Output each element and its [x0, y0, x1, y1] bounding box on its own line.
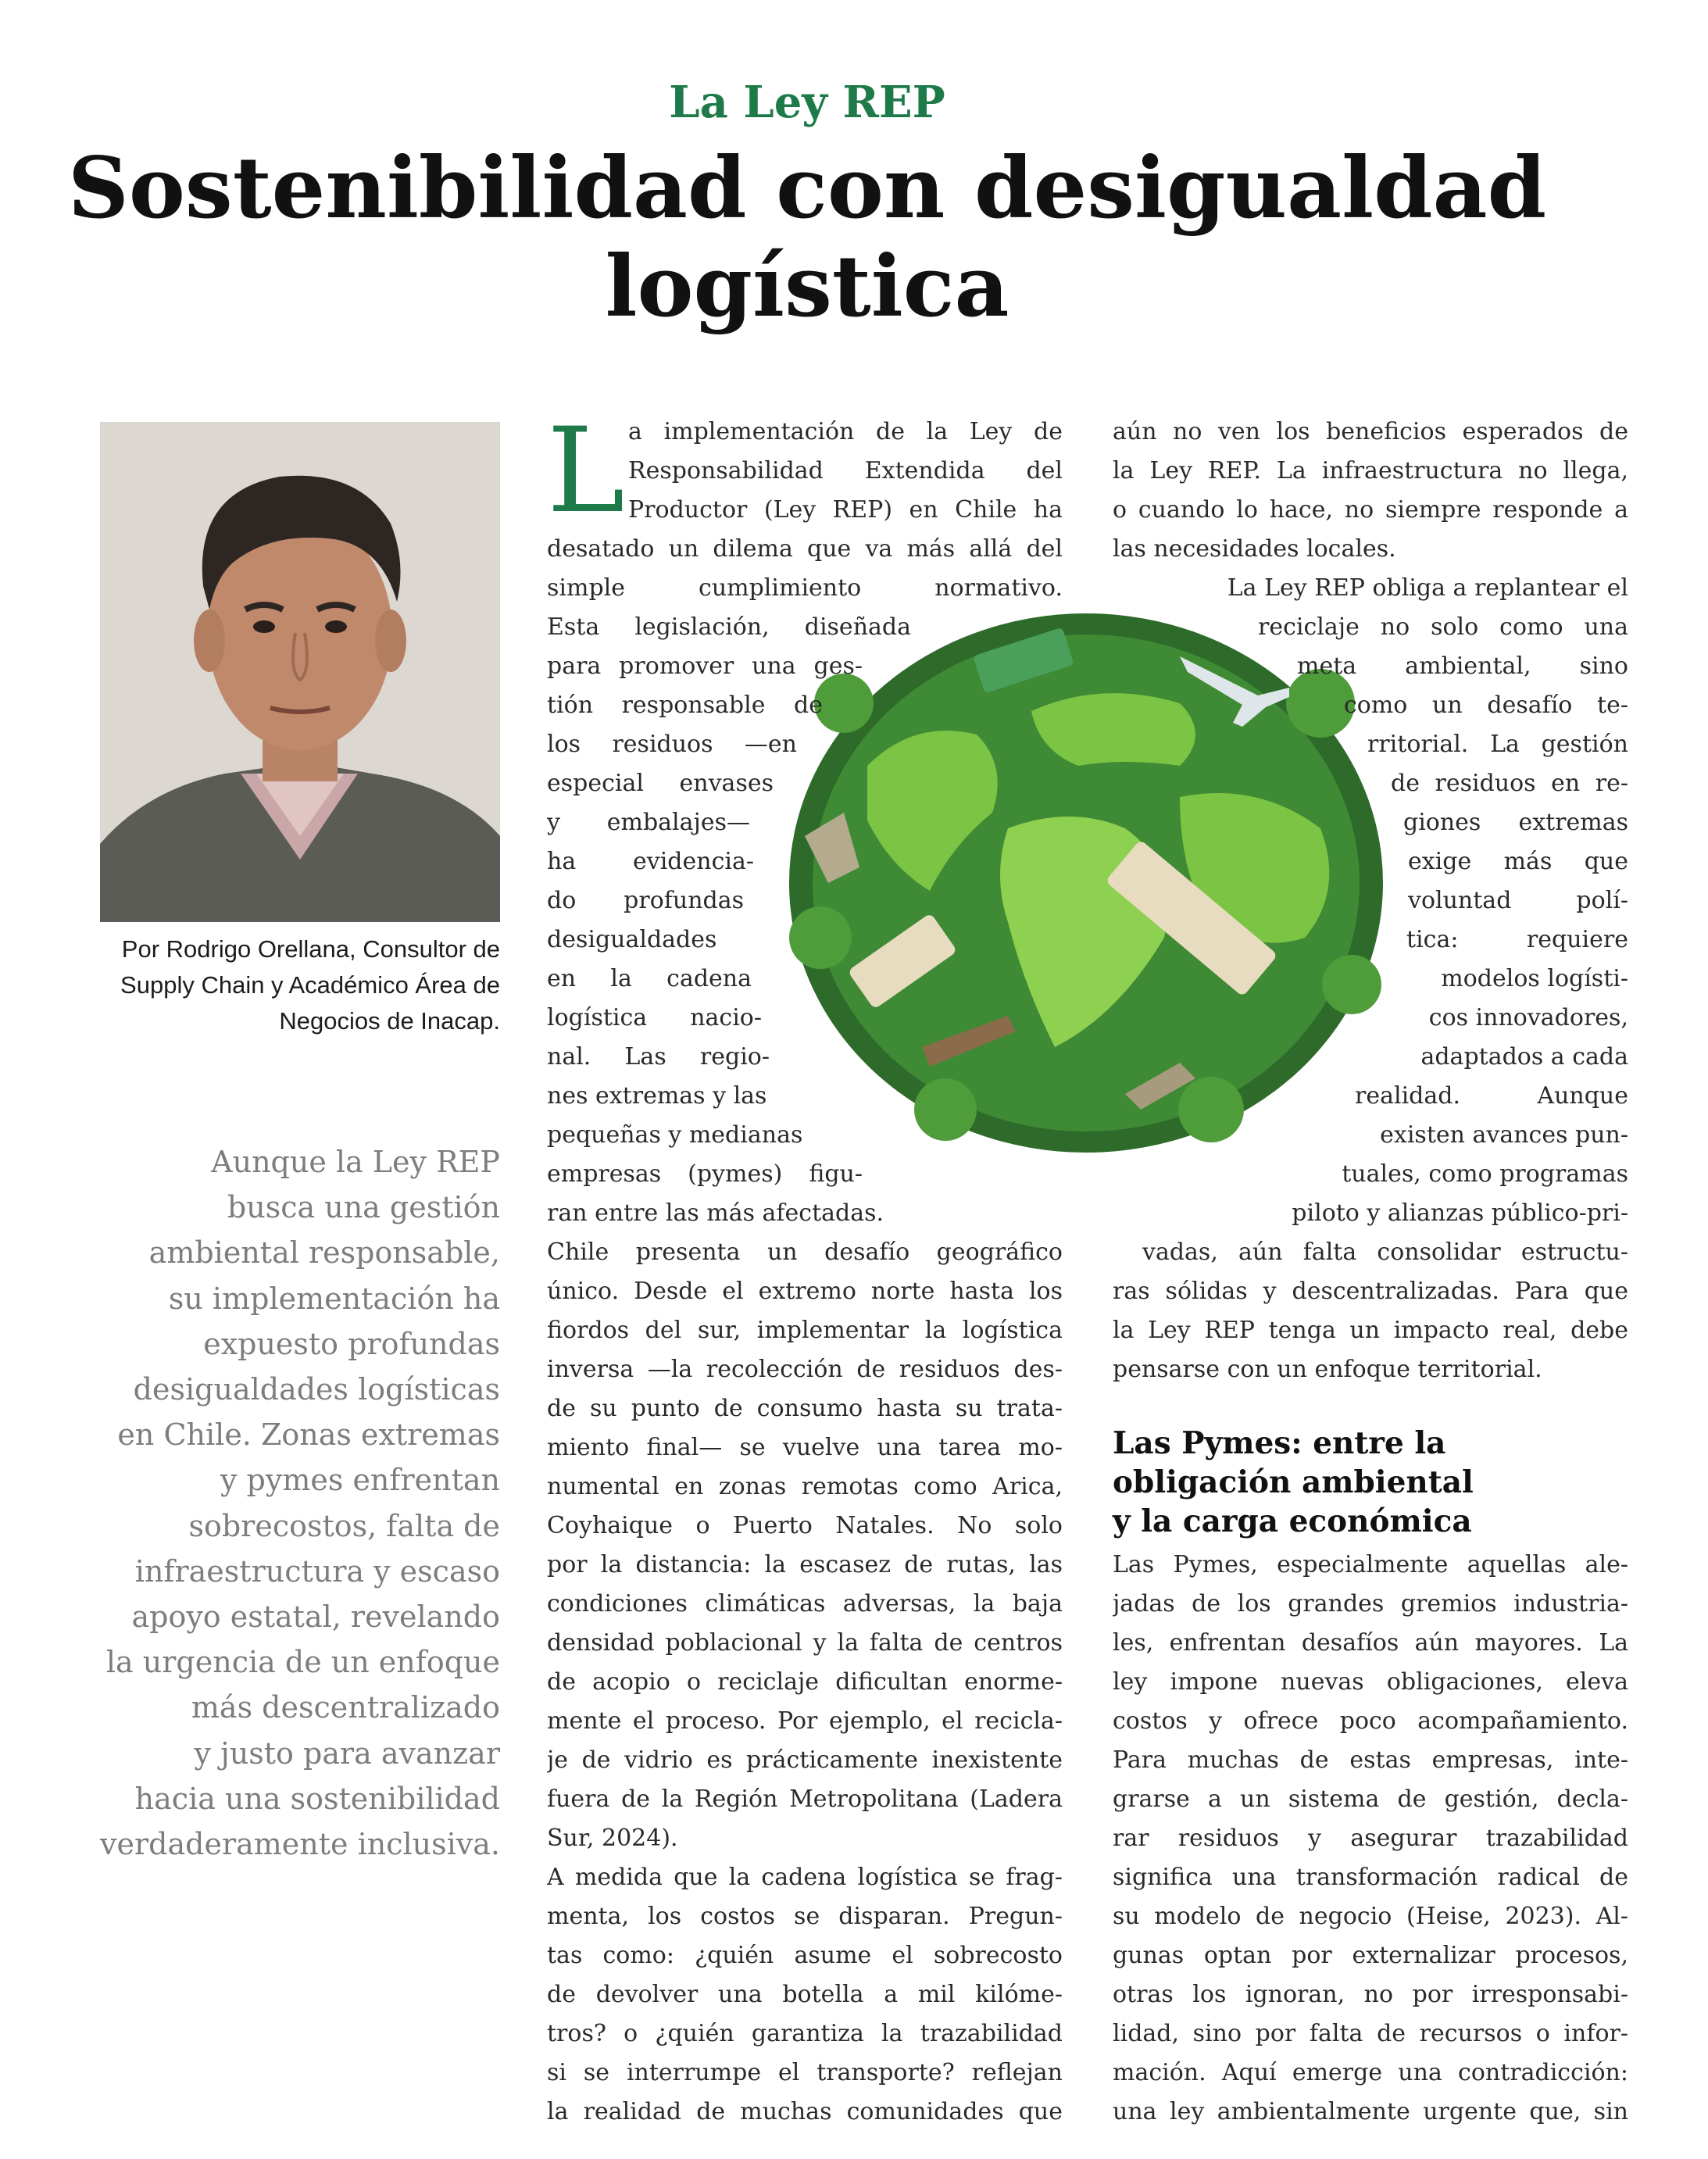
- body-line: tros? o ¿quién garantiza la trazabilidad: [547, 2020, 1063, 2047]
- body-line: a implementación de la Ley de: [628, 418, 1063, 445]
- body-line: realidad. Aunque: [1355, 1082, 1628, 1110]
- body-line: empresas (pymes) figu-: [547, 1160, 863, 1188]
- body-line: existen avances pun-: [1380, 1121, 1628, 1149]
- body-line: su modelo de negocio (Heise, 2023). Al-: [1113, 1903, 1628, 1930]
- body-line: fiordos del sur, implementar la logística: [547, 1317, 1063, 1344]
- caption-line: Supply Chain y Académico Área de: [120, 971, 500, 999]
- body-line: único. Desde el extremo norte hasta los: [547, 1278, 1063, 1305]
- body-line: adaptados a cada: [1420, 1043, 1628, 1071]
- pullquote-line: verdaderamente inclusiva.: [100, 1827, 500, 1862]
- pullquote-line: más descentralizado: [191, 1690, 500, 1725]
- subhead-line: obligación ambiental: [1113, 1464, 1474, 1500]
- body-line: de acopio o reciclaje dificultan enorme-: [547, 1668, 1063, 1696]
- headline-line-1: Sostenibilidad con desigualdad: [67, 139, 1547, 238]
- caption-line: Negocios de Inacap.: [279, 1007, 500, 1035]
- author-portrait-illustration: [100, 422, 500, 922]
- body-line: vadas, aún falta consolidar estructu-: [1142, 1239, 1628, 1266]
- pullquote-line: la urgencia de un enfoque: [105, 1645, 500, 1680]
- body-line: Para muchas de estas empresas, inte-: [1113, 1746, 1628, 1774]
- pull-quote: [78, 1139, 500, 1867]
- body-line: para promover una ges-: [547, 652, 863, 680]
- headline: [0, 139, 1614, 336]
- body-line: Esta legislación, diseñada: [547, 613, 911, 641]
- subhead-line: y la carga económica: [1113, 1503, 1472, 1539]
- body-line: giones extremas: [1403, 809, 1628, 836]
- body-line: densidad poblacional y la falta de centros: [547, 1629, 1063, 1657]
- body-line: simple cumplimiento normativo.: [547, 574, 1063, 602]
- body-line: aún no ven los beneficios esperados de: [1113, 418, 1628, 445]
- body-line: de su punto de consumo hasta su trata-: [547, 1395, 1063, 1422]
- body-line: nal. Las regio-: [547, 1043, 770, 1071]
- body-line: fuera de la Región Metropolitana (Ladera: [547, 1785, 1063, 1813]
- section-subhead: [1113, 1424, 1597, 1541]
- body-line: voluntad polí-: [1408, 887, 1628, 914]
- body-column-1: [547, 403, 1063, 2132]
- photo-caption: [94, 931, 500, 1039]
- body-line: jadas de los grandes gremios industria-: [1113, 1590, 1628, 1617]
- body-line: logística nacio-: [547, 1004, 762, 1031]
- pullquote-line: en Chile. Zonas extremas: [117, 1417, 500, 1453]
- section-kicker: La Ley REP: [669, 77, 945, 128]
- body-line: los residuos —en: [547, 731, 797, 758]
- body-line: Coyhaique o Puerto Natales. No solo: [547, 1512, 1063, 1539]
- body-line: tica: requiere: [1406, 926, 1628, 953]
- body-line: en la cadena: [547, 965, 752, 992]
- body-line: exige más que: [1408, 848, 1628, 875]
- pullquote-line: busca una gestión: [227, 1190, 500, 1225]
- pullquote-line: desigualdades logísticas: [133, 1372, 500, 1407]
- body-line: significa una transformación radical de: [1113, 1864, 1628, 1891]
- pullquote-line: su implementación ha: [168, 1281, 500, 1316]
- pullquote-line: hacia una sostenibilidad: [134, 1781, 500, 1816]
- body-line: ran entre las más afectadas.: [547, 1199, 884, 1227]
- body-line: meta ambiental, sino: [1297, 652, 1628, 680]
- body-line: Sur, 2024).: [547, 1825, 678, 1852]
- pullquote-line: Aunque la Ley REP: [211, 1145, 500, 1179]
- body-line: de devolver una botella a mil kilóme-: [547, 1981, 1063, 2008]
- body-line: rritorial. La gestión: [1367, 731, 1628, 758]
- body-line: una ley ambientalmente urgente que, sin: [1113, 2098, 1628, 2125]
- body-line: tuales, como programas: [1342, 1160, 1628, 1188]
- body-line: lidad, sino por falta de recursos o infor-: [1113, 2020, 1628, 2047]
- pullquote-line: expuesto profundas: [203, 1326, 500, 1361]
- body-line: pequeñas y medianas: [547, 1121, 803, 1149]
- body-line: inversa —la recolección de residuos des-: [547, 1356, 1063, 1383]
- body-line: modelos logísti-: [1441, 965, 1628, 992]
- headline-line-2: logística: [605, 238, 1009, 336]
- body-line: por la distancia: la escasez de rutas, las: [547, 1551, 1063, 1578]
- body-line: La Ley REP obliga a replantear el: [1227, 574, 1628, 602]
- body-line: ley impone nuevas obligaciones, eleva: [1113, 1668, 1628, 1696]
- body-line: tas como: ¿quién asume el sobrecosto: [547, 1942, 1063, 1969]
- body-line: Las Pymes, especialmente aquellas ale-: [1113, 1551, 1628, 1578]
- body-line: ha evidencia-: [547, 848, 754, 875]
- body-line: de residuos en re-: [1391, 770, 1628, 797]
- pullquote-line: apoyo estatal, revelando: [131, 1600, 500, 1635]
- body-line: Responsabilidad Extendida del: [628, 457, 1063, 484]
- body-line: si se interrumpe el transporte? reflejan: [547, 2059, 1063, 2086]
- body-line: como un desafío te-: [1344, 692, 1628, 719]
- drop-cap: L: [547, 403, 625, 539]
- body-line: las necesidades locales.: [1113, 535, 1396, 563]
- body-line: Chile presenta un desafío geográfico: [547, 1239, 1063, 1266]
- body-line: la realidad de muchas comunidades que: [547, 2098, 1063, 2125]
- caption-line: Por Rodrigo Orellana, Consultor de: [121, 935, 500, 963]
- body-line: mación. Aquí emerge una contradicción:: [1113, 2059, 1628, 2086]
- body-line: desatado un dilema que va más allá del: [547, 535, 1063, 563]
- pullquote-line: sobrecostos, falta de: [188, 1508, 500, 1543]
- body-line: Productor (Ley REP) en Chile ha: [628, 496, 1063, 524]
- body-line: rar residuos y asegurar trazabilidad: [1113, 1825, 1628, 1852]
- body-line: les, enfrentan desafíos aún mayores. La: [1113, 1629, 1628, 1657]
- pullquote-line: y justo para avanzar: [194, 1735, 500, 1771]
- body-line: tión responsable de: [547, 692, 823, 719]
- body-line: y embalajes—: [547, 809, 750, 836]
- body-line: piloto y alianzas público-pri-: [1292, 1199, 1628, 1227]
- body-line: especial envases: [547, 770, 774, 797]
- body-line: numental en zonas remotas como Arica,: [547, 1473, 1063, 1500]
- body-column-2: [1113, 413, 1628, 1389]
- body-line: condiciones climáticas adversas, la baja: [547, 1590, 1063, 1617]
- body-line: A medida que la cadena logística se frag-: [547, 1864, 1063, 1891]
- body-line: mente el proceso. Por ejemplo, el recicla-: [547, 1707, 1063, 1735]
- body-line: grarse a un sistema de gestión, decla-: [1113, 1785, 1628, 1813]
- subhead-line: Las Pymes: entre la: [1113, 1425, 1446, 1461]
- body-line: otras los ignoran, no por irresponsabi-: [1113, 1981, 1628, 2008]
- pullquote-line: infraestructura y escaso: [134, 1553, 500, 1589]
- author-photo: [100, 422, 500, 922]
- body-line: gunas optan por externalizar procesos,: [1113, 1942, 1628, 1969]
- body-line: miento final— se vuelve una tarea mo-: [547, 1434, 1063, 1461]
- body-line: desigualdades: [547, 926, 717, 953]
- body-line: o cuando lo hace, no siempre responde a: [1113, 496, 1628, 524]
- body-line: ras sólidas y descentralizadas. Para que: [1113, 1278, 1628, 1305]
- body-line: pensarse con un enfoque territorial.: [1113, 1356, 1542, 1383]
- body-line: costos y ofrece poco acompañamiento.: [1113, 1707, 1628, 1735]
- body-column-2-continued: [1113, 1546, 1628, 2132]
- body-line: menta, los costos se disparan. Pregun-: [547, 1903, 1063, 1930]
- pullquote-line: ambiental responsable,: [148, 1235, 500, 1271]
- body-line: cos innovadores,: [1428, 1004, 1628, 1031]
- body-line: la Ley REP. La infraestructura no llega,: [1113, 457, 1628, 484]
- pullquote-line: y pymes enfrentan: [220, 1463, 500, 1498]
- body-line: do profundas: [547, 887, 744, 914]
- body-line: nes extremas y las: [547, 1082, 767, 1110]
- body-line: reciclaje no solo como una: [1258, 613, 1628, 641]
- body-line: la Ley REP tenga un impacto real, debe: [1113, 1317, 1628, 1344]
- body-line: je de vidrio es prácticamente inexistente: [547, 1746, 1063, 1774]
